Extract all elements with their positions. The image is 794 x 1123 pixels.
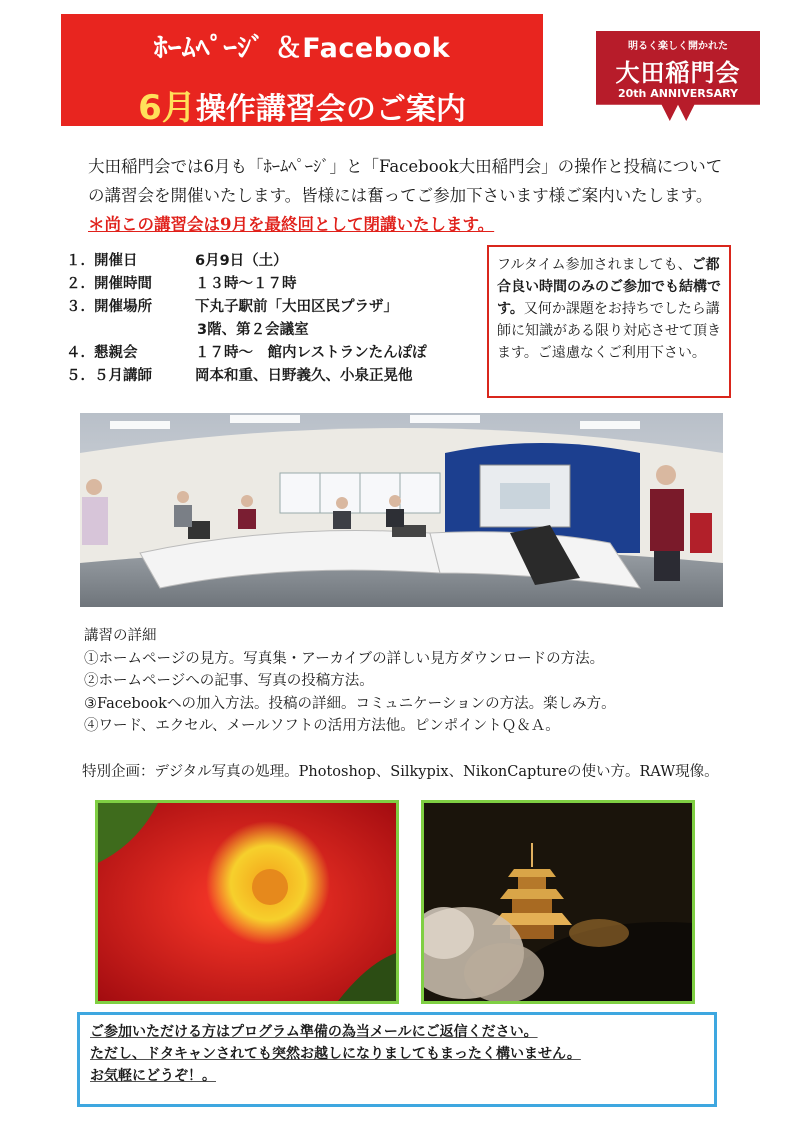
schedule-row [66, 319, 486, 342]
schedule-value: 6月9日（土） [195, 253, 288, 269]
pagoda-illustration [424, 803, 692, 1001]
title-month: 6月 [138, 88, 196, 128]
schedule-value: １７時～ 館内レストランたんぽぽ [195, 345, 427, 361]
title-rest: 操作講習会のご案内 [195, 92, 466, 127]
note-line1: フルタイム参加されましても、 [497, 257, 692, 273]
course-details [84, 625, 744, 738]
schedule-number: １． [66, 253, 95, 269]
schedule-number: ４． [66, 345, 95, 361]
schedule-value: 岡本和重、日野義久、小泉正晃他 [195, 368, 413, 384]
schedule-value: １３時～１７時 [195, 276, 297, 292]
closing-notice: ＊尚この講習会は9月を最終回として閉講いたします。 [88, 215, 495, 234]
schedule-list [66, 250, 486, 388]
schedule-label: 開催時間 [94, 276, 152, 292]
pagoda-night-photo [421, 800, 695, 1004]
intro-paragraph [88, 152, 728, 239]
schedule-label: 開催日 [94, 253, 138, 269]
schedule-value: 下丸子駅前「大田区民プラザ」 [195, 299, 398, 315]
classroom-illustration [80, 413, 723, 607]
title-banner [61, 14, 543, 126]
title-line1: ﾎｰﾑﾍﾟｰｼﾞ ＆Facebook [153, 33, 451, 64]
schedule-row [66, 273, 486, 296]
classroom-panorama-photo [80, 413, 723, 607]
schedule-row [66, 365, 486, 388]
schedule-label: 懇親会 [94, 345, 138, 361]
note-rest: 又何か課題をお持ちでしたら講師に知識がある限り対応させて頂きます。ご遠慮なくご利用下さい。 [497, 301, 721, 361]
flower-illustration [98, 803, 396, 1001]
schedule-row [66, 296, 486, 319]
details-item: ④ワード、エクセル、メールソフトの活用方法他。ピンポイントＱ＆Ａ。 [84, 718, 560, 734]
details-item: ②ホームページへの記事、写真の投稿方法。 [84, 673, 374, 689]
special-program: 特別企画：デジタル写真の処理。Photoshop、Silkypix、NikonCaptureの使い方。RAW現像。 [82, 764, 719, 780]
rsvp-line: お気軽にどうぞ！。 [90, 1068, 216, 1084]
flower-photo [95, 800, 399, 1004]
details-heading: 講習の詳細 [84, 628, 157, 644]
schedule-row [66, 342, 486, 365]
note-emphasis: ご都合良い時間のみのご参加でも結構です。 [497, 257, 721, 317]
schedule-value: 3階、第２会議室 [197, 322, 309, 338]
logo-name: 大田稲門会 [615, 59, 741, 87]
logo-anniversary: 20th ANNIVERSARY [617, 87, 738, 100]
details-item: ③Facebookへの加入方法。投稿の詳細。コミュニケーションの方法。楽しみ方。 [84, 695, 616, 712]
details-item: ①ホームページの見方。写真集・アーカイブの詳しい見方ダウンロードの方法。 [84, 650, 605, 667]
rsvp-line: ただし、ドタキャンされても突然お越しになりましてもまったく構いません。 [90, 1046, 581, 1062]
schedule-number: ２． [66, 276, 95, 292]
schedule-label: ５月講師 [94, 368, 152, 384]
organization-logo [596, 31, 760, 121]
participation-note-box [487, 245, 731, 398]
schedule-row [66, 250, 486, 273]
intro-text: 大田稲門会では6月も「ﾎｰﾑﾍﾟｰｼﾞ」と「Facebook大田稲門会」の操作と投稿についての講習会を開催いたします。皆様には奮ってご参加下さいます様ご案内いたします。 [88, 157, 723, 205]
title-line2 [61, 80, 543, 129]
schedule-number: ５． [66, 368, 95, 384]
logo-tagline: 明るく楽しく開かれた [628, 41, 728, 52]
rsvp-box [77, 1012, 717, 1107]
schedule-label: 開催場所 [94, 299, 152, 315]
schedule-number: ３． [66, 299, 95, 315]
rsvp-line: ご参加いただける方はプログラム準備の為当メールにご返信ください。 [90, 1024, 538, 1040]
